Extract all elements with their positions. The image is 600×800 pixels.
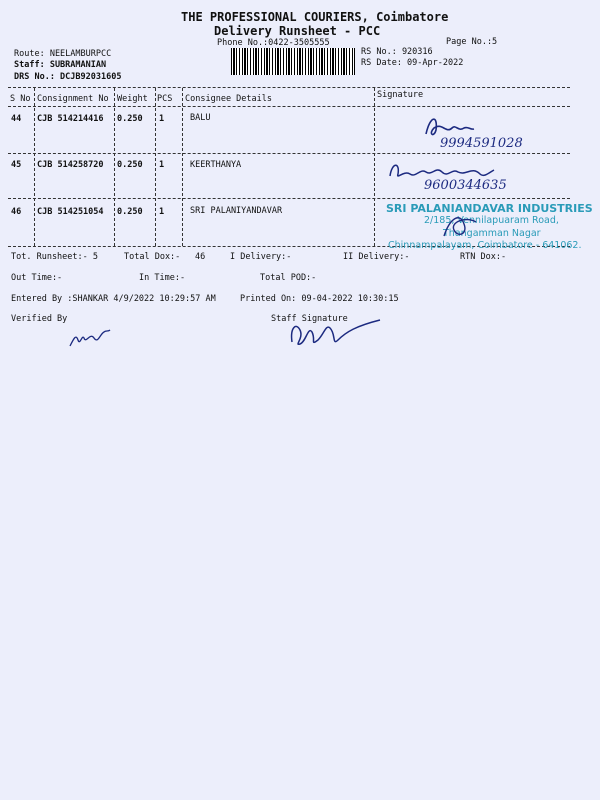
tot-runsheet: Tot. Runsheet:- 5 — [11, 252, 98, 262]
barcode — [231, 48, 355, 75]
row-consignment: CJB 514214416 — [37, 114, 104, 124]
staff-signature-label: Staff Signature — [271, 314, 348, 324]
row-pcs: 1 — [159, 160, 165, 170]
staff-label: Staff: SUBRAMANIAN — [14, 60, 107, 70]
handwritten-phone-row44: 9994591028 — [440, 136, 523, 151]
company-stamp-name: SRI PALANIANDAVAR INDUSTRIES — [386, 202, 593, 215]
row-weight: 0.250 — [117, 160, 143, 170]
row-consignee: SRI PALANIYANDAVAR — [190, 206, 283, 216]
handwritten-phone-row45: 9600344635 — [424, 178, 507, 193]
row-consignment: CJB 514258720 — [37, 160, 104, 170]
i-delivery: I Delivery:- — [230, 252, 292, 262]
route-label: Route: NEELAMBURPCC — [14, 49, 112, 59]
company-stamp-line2: Thangamman Nagar — [443, 228, 541, 239]
rs-date: RS Date: 09-Apr-2022 — [361, 58, 464, 68]
col-divider — [374, 88, 375, 246]
rs-number: RS No.: 920316 — [361, 47, 433, 57]
printed-on: Printed On: 09-04-2022 10:30:15 — [240, 294, 399, 304]
out-time: Out Time:- — [11, 273, 63, 283]
total-dox-label: Total Dox:- — [124, 252, 181, 262]
drs-number: DRS No.: DCJB92031605 — [14, 72, 122, 82]
row-pcs: 1 — [159, 207, 165, 217]
row-divider — [8, 198, 570, 199]
company-stamp-line3: Chinnampalayam, Coimbatore - 641062. — [388, 240, 582, 251]
verified-by-signature — [68, 322, 112, 350]
stamp-signature-scribble — [440, 208, 480, 242]
row-weight: 0.250 — [117, 114, 143, 124]
verified-by-label: Verified By — [11, 314, 68, 324]
staff-signature — [286, 318, 382, 352]
table-header-rule — [8, 106, 570, 107]
company-stamp-line1: 2/185, Vennilapuaram Road, — [424, 215, 559, 226]
total-pod: Total POD:- — [260, 273, 317, 283]
company-title: THE PROFESSIONAL COURIERS, Coimbatore — [181, 10, 449, 24]
header-sno: S No — [10, 94, 31, 104]
header-signature: Signature — [377, 90, 424, 100]
page-number: Page No.:5 — [446, 37, 498, 47]
col-divider — [182, 88, 183, 246]
row-consignment: CJB 514251054 — [37, 207, 104, 217]
entered-by: Entered By :SHANKAR 4/9/2022 10:29:57 AM — [11, 294, 216, 304]
row-sno: 44 — [11, 114, 22, 124]
row-pcs: 1 — [159, 114, 165, 124]
ii-delivery: II Delivery:- — [343, 252, 410, 262]
col-divider — [155, 88, 156, 246]
row-consignee: KEERTHANYA — [190, 160, 242, 170]
runsheet-subtitle: Delivery Runsheet - PCC — [214, 24, 381, 38]
row-sno: 46 — [11, 207, 22, 217]
row-sno: 45 — [11, 160, 22, 170]
col-divider — [34, 88, 35, 246]
col-divider — [114, 88, 115, 246]
rtn-dox: RTN Dox:- — [460, 252, 507, 262]
total-dox-value: 46 — [195, 252, 206, 262]
header-consignment: Consignment No — [37, 94, 109, 104]
row-divider — [8, 153, 570, 154]
header-consignee: Consignee Details — [185, 94, 272, 104]
phone-number: Phone No.:0422-3505555 — [217, 38, 330, 48]
header-pcs: PCS — [157, 94, 173, 104]
header-weight: Weight — [117, 94, 148, 104]
row-consignee: BALU — [190, 113, 211, 123]
table-top-rule — [8, 87, 570, 88]
in-time: In Time:- — [139, 273, 186, 283]
row-weight: 0.250 — [117, 207, 143, 217]
